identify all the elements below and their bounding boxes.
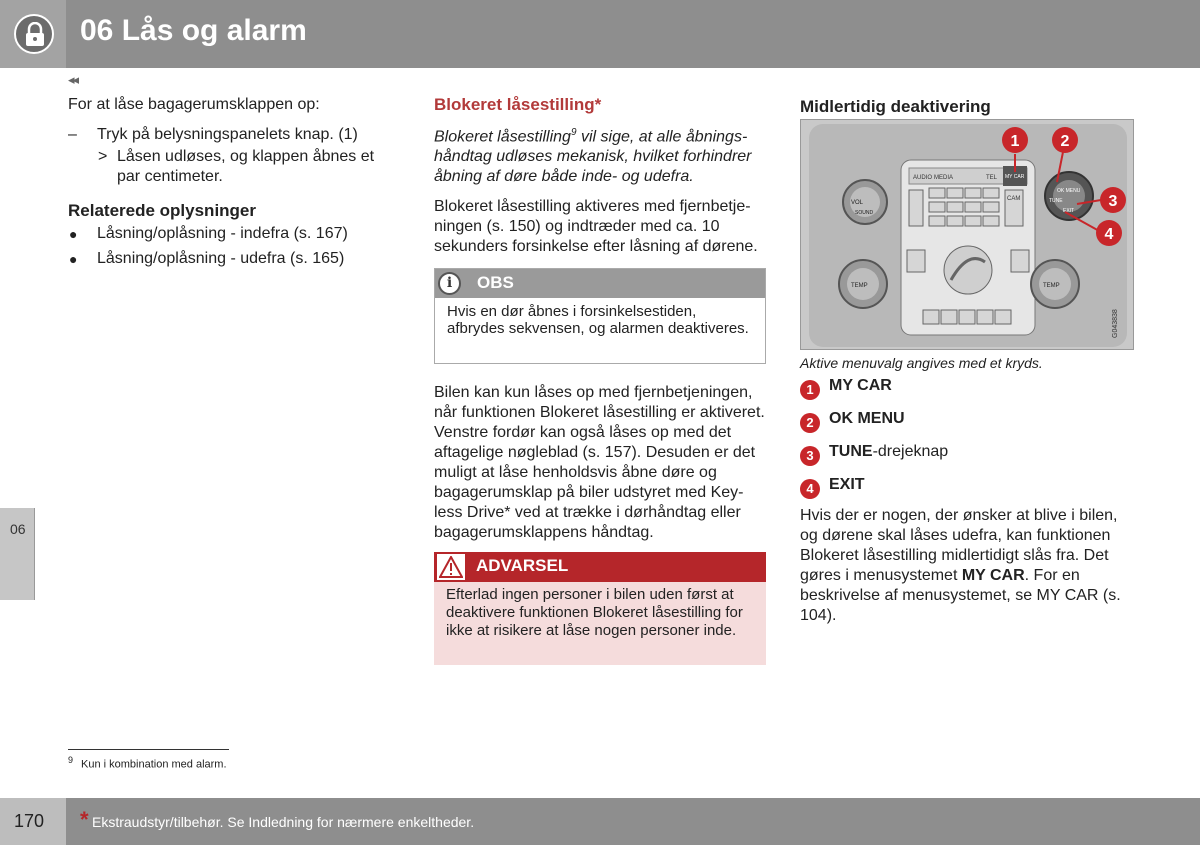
bullet-icon: ● (69, 251, 78, 267)
result-text: Låsen udløses, og klappen åbnes et par centimeter. (117, 148, 375, 185)
vol-label: VOL (851, 200, 864, 206)
column-right (800, 97, 1134, 117)
callout-2: 2 (1060, 133, 1070, 150)
footnote-ref[interactable]: 9 (570, 127, 577, 138)
footnote-number: 9 (68, 755, 74, 765)
legend-label: OK MENU (829, 410, 905, 427)
warning-triangle-icon (437, 554, 465, 580)
exit-label: EXIT (1063, 208, 1075, 214)
legend-item (800, 410, 1134, 443)
result-item (68, 147, 388, 187)
legend-label: TUNE (829, 443, 873, 460)
column-left (68, 95, 388, 269)
legend-number: 3 (800, 446, 820, 466)
footer-text: Ekstraudstyr/tilbehør. Se Indledning for nærmere enkeltheder. (92, 814, 475, 830)
image-code: G043838 (1112, 309, 1119, 338)
info-icon: i (438, 272, 461, 295)
tel-label: TEL (986, 175, 998, 181)
temp-left-label: TEMP (851, 283, 868, 289)
sound-label: SOUND (855, 210, 874, 216)
callout-3: 3 (1108, 193, 1118, 210)
mycar-label: MY CAR (1005, 174, 1025, 180)
related-heading: Relaterede oplysninger (68, 201, 257, 220)
chapter-side-tab-label: 06 (10, 521, 26, 537)
legend-item (800, 443, 1134, 476)
deactivation-text-start: Hvis der er nogen, der ønsker at blive i bilen, og dørene skal låses udefra, kan funktionen Blokeret låsestilling midlertidigt slås fra. Det gøres i menusystemet (800, 507, 1118, 584)
legend-number: 1 (800, 380, 820, 400)
deactivation-text-end: . For en beskrivelse af menusystemet, se MY CAR (s. 104). (800, 567, 1121, 624)
deactivation-text (800, 506, 1134, 626)
ok-menu-label: OK MENU (1057, 188, 1081, 194)
section-title-temporary: Midlertidig deaktivering (800, 97, 991, 116)
back-nav-icon[interactable]: ◂◂ (68, 72, 78, 87)
photo-caption: Aktive menuvalg angives med et kryds. (800, 355, 1043, 371)
note-header (435, 269, 765, 298)
tune-label: TUNE (1049, 198, 1063, 204)
intro-text: For at låse bagagerumsklappen op: (68, 96, 320, 113)
result-mark: > (98, 148, 108, 165)
audio-label: AUDIO (913, 175, 933, 181)
definition-rest: vil sige, at alle åbningshåndtag udløses mekanisk, hvilket forhindrer åbning af døre både inde- og udefra. (434, 128, 752, 186)
definition-term: Blokeret låsestilling (434, 128, 571, 146)
page-number: 170 (14, 811, 45, 831)
legend-number: 4 (800, 479, 820, 499)
warning-header (434, 552, 766, 582)
note-label: OBS (477, 273, 514, 292)
header-icon-box (0, 0, 66, 68)
definition-text (434, 123, 766, 187)
note-text: Hvis en dør åbnes i forsinkelsestiden, afbrydes sekvensen, og alarmen deaktiveres. (447, 303, 749, 337)
step-item (68, 125, 388, 145)
page-number-box (0, 798, 66, 845)
dash-mark: – (68, 126, 77, 143)
chapter-header (0, 0, 1200, 68)
unlock-info-text: Bilen kan kun låses op med fjernbetjeningen, når funktionen Blokeret låsestilling er aktiveret. Venstre fordør kan også låses op med det aftagelige nøgleblad (s. 157). Desuden er det muligt at låse henholdsvis åbne døre og bagagerumsklap på biler udstyret med Keyless Drive* ved at trække i dørhåndtag eller bagagerumsklappens håndtag. (434, 384, 765, 541)
related-link[interactable] (68, 224, 388, 244)
related-link[interactable] (68, 249, 388, 269)
legend-number: 2 (800, 413, 820, 433)
legend-suffix: -drejeknap (872, 443, 949, 460)
lock-icon (14, 14, 54, 54)
warning-box (434, 552, 766, 665)
footnote-divider (68, 749, 229, 750)
related-link-text[interactable]: Låsning/oplåsning - udefra (s. 165) (97, 250, 345, 267)
button-legend (800, 377, 1134, 509)
note-box (434, 268, 766, 364)
page-title: 06 Lås og alarm (80, 14, 307, 47)
warning-label: ADVARSEL (476, 556, 569, 575)
column-middle (434, 95, 766, 257)
column-right-continued (800, 506, 1134, 626)
footer-star: * (80, 807, 89, 832)
callout-4: 4 (1104, 226, 1114, 243)
footnote-text: Kun i kombination med alarm. (81, 758, 227, 771)
center-console-photo (800, 119, 1134, 350)
related-link-text[interactable]: Låsning/oplåsning - indefra (s. 167) (97, 225, 348, 242)
legend-label: MY CAR (829, 377, 892, 394)
deactivation-menu-name: MY CAR (961, 567, 1025, 584)
step-text: Tryk på belysningspanelets knap. (1) (97, 126, 358, 143)
chapter-side-tab[interactable] (0, 508, 35, 600)
activation-text: Blokeret låsestilling aktiveres med fjernbetjeningen (s. 150) og indtræder med ca. 10 sekunders forsinkelse efter låsning af dørene. (434, 198, 758, 256)
media-label: MEDIA (934, 175, 954, 181)
cam-label: CAM (1007, 196, 1021, 202)
legend-item (800, 377, 1134, 410)
legend-item (800, 476, 1134, 509)
column-middle-continued (434, 383, 766, 543)
temp-right-label: TEMP (1043, 283, 1060, 289)
legend-label: EXIT (829, 476, 865, 493)
warning-text: Efterlad ingen personer i bilen uden først at deaktivere funktionen Blokeret låsestilling for ikke at risikere at låse nogen personer inde. (446, 586, 743, 639)
section-title-blocked-lock: Blokeret låsestilling* (434, 95, 602, 114)
bullet-icon: ● (69, 226, 78, 242)
callout-1: 1 (1010, 133, 1020, 150)
footnote (68, 755, 227, 771)
page-footer (0, 798, 1200, 845)
